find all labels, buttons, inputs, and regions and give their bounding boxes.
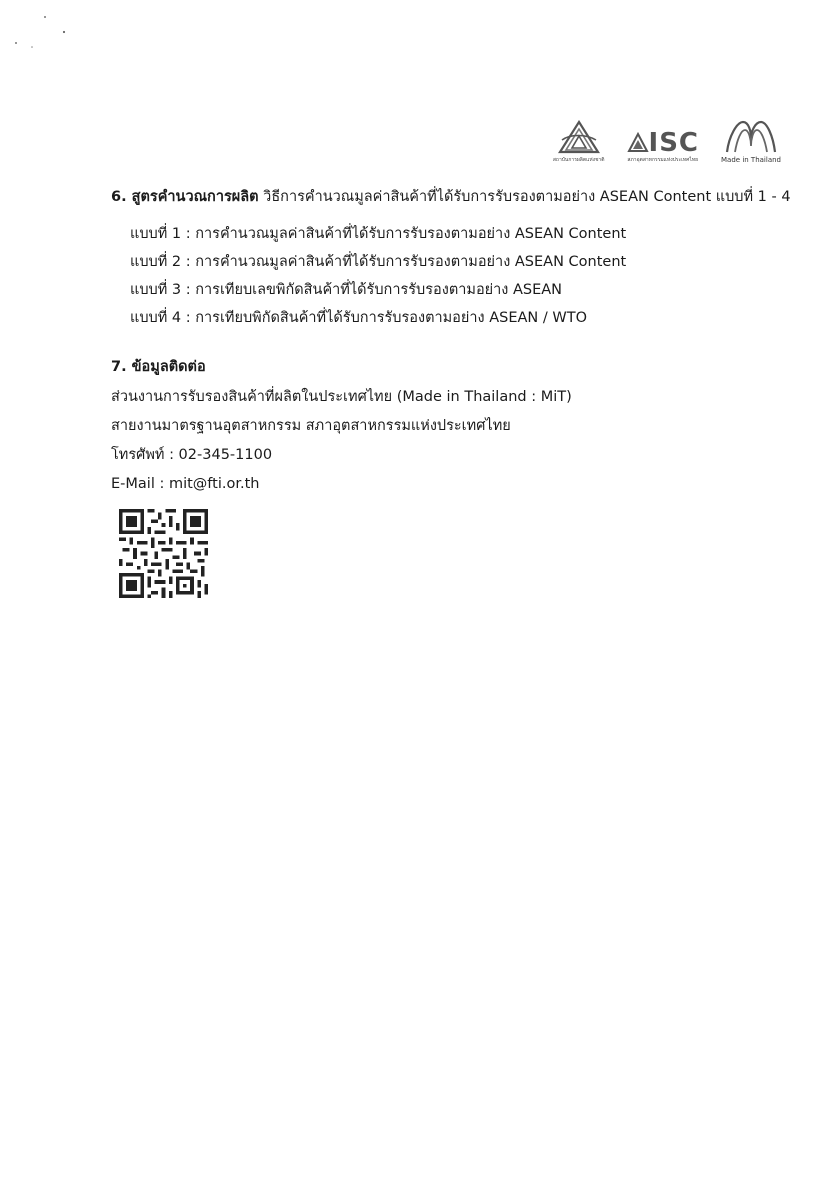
contact-info [111,387,791,503]
institute-logo [553,120,605,163]
institute-logo-icon [556,120,602,156]
isc-logo [627,130,699,163]
made-in-thailand-icon [723,118,779,156]
document-body [111,187,791,503]
contact-department: สายงานมาตรฐานอุตสาหกรรม สภาอุตสาหกรรมแห่งประเทศไทย [111,418,511,434]
model-2-item: แบบที่ 2 : การคำนวณมูลค่าสินค้าที่ได้รับการรับรองตามอย่าง ASEAN Content [130,254,627,270]
calculation-model-list [130,224,791,336]
section-6-title: 6. สูตรคำนวณการผลิต [111,189,259,205]
institute-logo-caption: สถาบันการผลิตแห่งชาติ [552,157,605,163]
isc-logo-caption: สภาอุตสาหกรรมแห่งประเทศไทย [627,157,699,163]
contact-office: ส่วนงานการรับรองสินค้าที่ผลิตในประเทศไทย (Made in Thailand : MiT) [111,389,572,405]
section-6-description: วิธีการคำนวณมูลค่าสินค้าที่ได้รับการรับรองตามอย่าง ASEAN Content แบบที่ 1 - 4 [258,189,791,205]
section-6-heading [111,187,791,207]
contact-phone: โทรศัพท์ : 02-345-1100 [111,447,273,463]
section-7-heading: 7. ข้อมูลติดต่อ [111,359,206,375]
made-in-thailand-logo [721,118,781,163]
qr-code-icon[interactable] [119,509,208,598]
header-logos [553,118,781,163]
model-3-item: แบบที่ 3 : การเทียบเลขพิกัดสินค้าที่ได้รับการรับรองตามอย่าง ASEAN [130,282,563,298]
isc-triangle-icon [627,132,649,154]
isc-logo-text: ISC [648,128,700,158]
made-in-thailand-caption: Made in Thailand [721,156,781,164]
model-4-item: แบบที่ 4 : การเทียบพิกัดสินค้าที่ได้รับการรับรองตามอย่าง ASEAN / WTO [130,310,587,326]
model-1-item: แบบที่ 1 : การคำนวณมูลค่าสินค้าที่ได้รับการรับรองตามอย่าง ASEAN Content [130,226,627,242]
contact-email[interactable]: E-Mail : mit@fti.or.th [111,476,260,492]
scan-specks [0,0,80,60]
